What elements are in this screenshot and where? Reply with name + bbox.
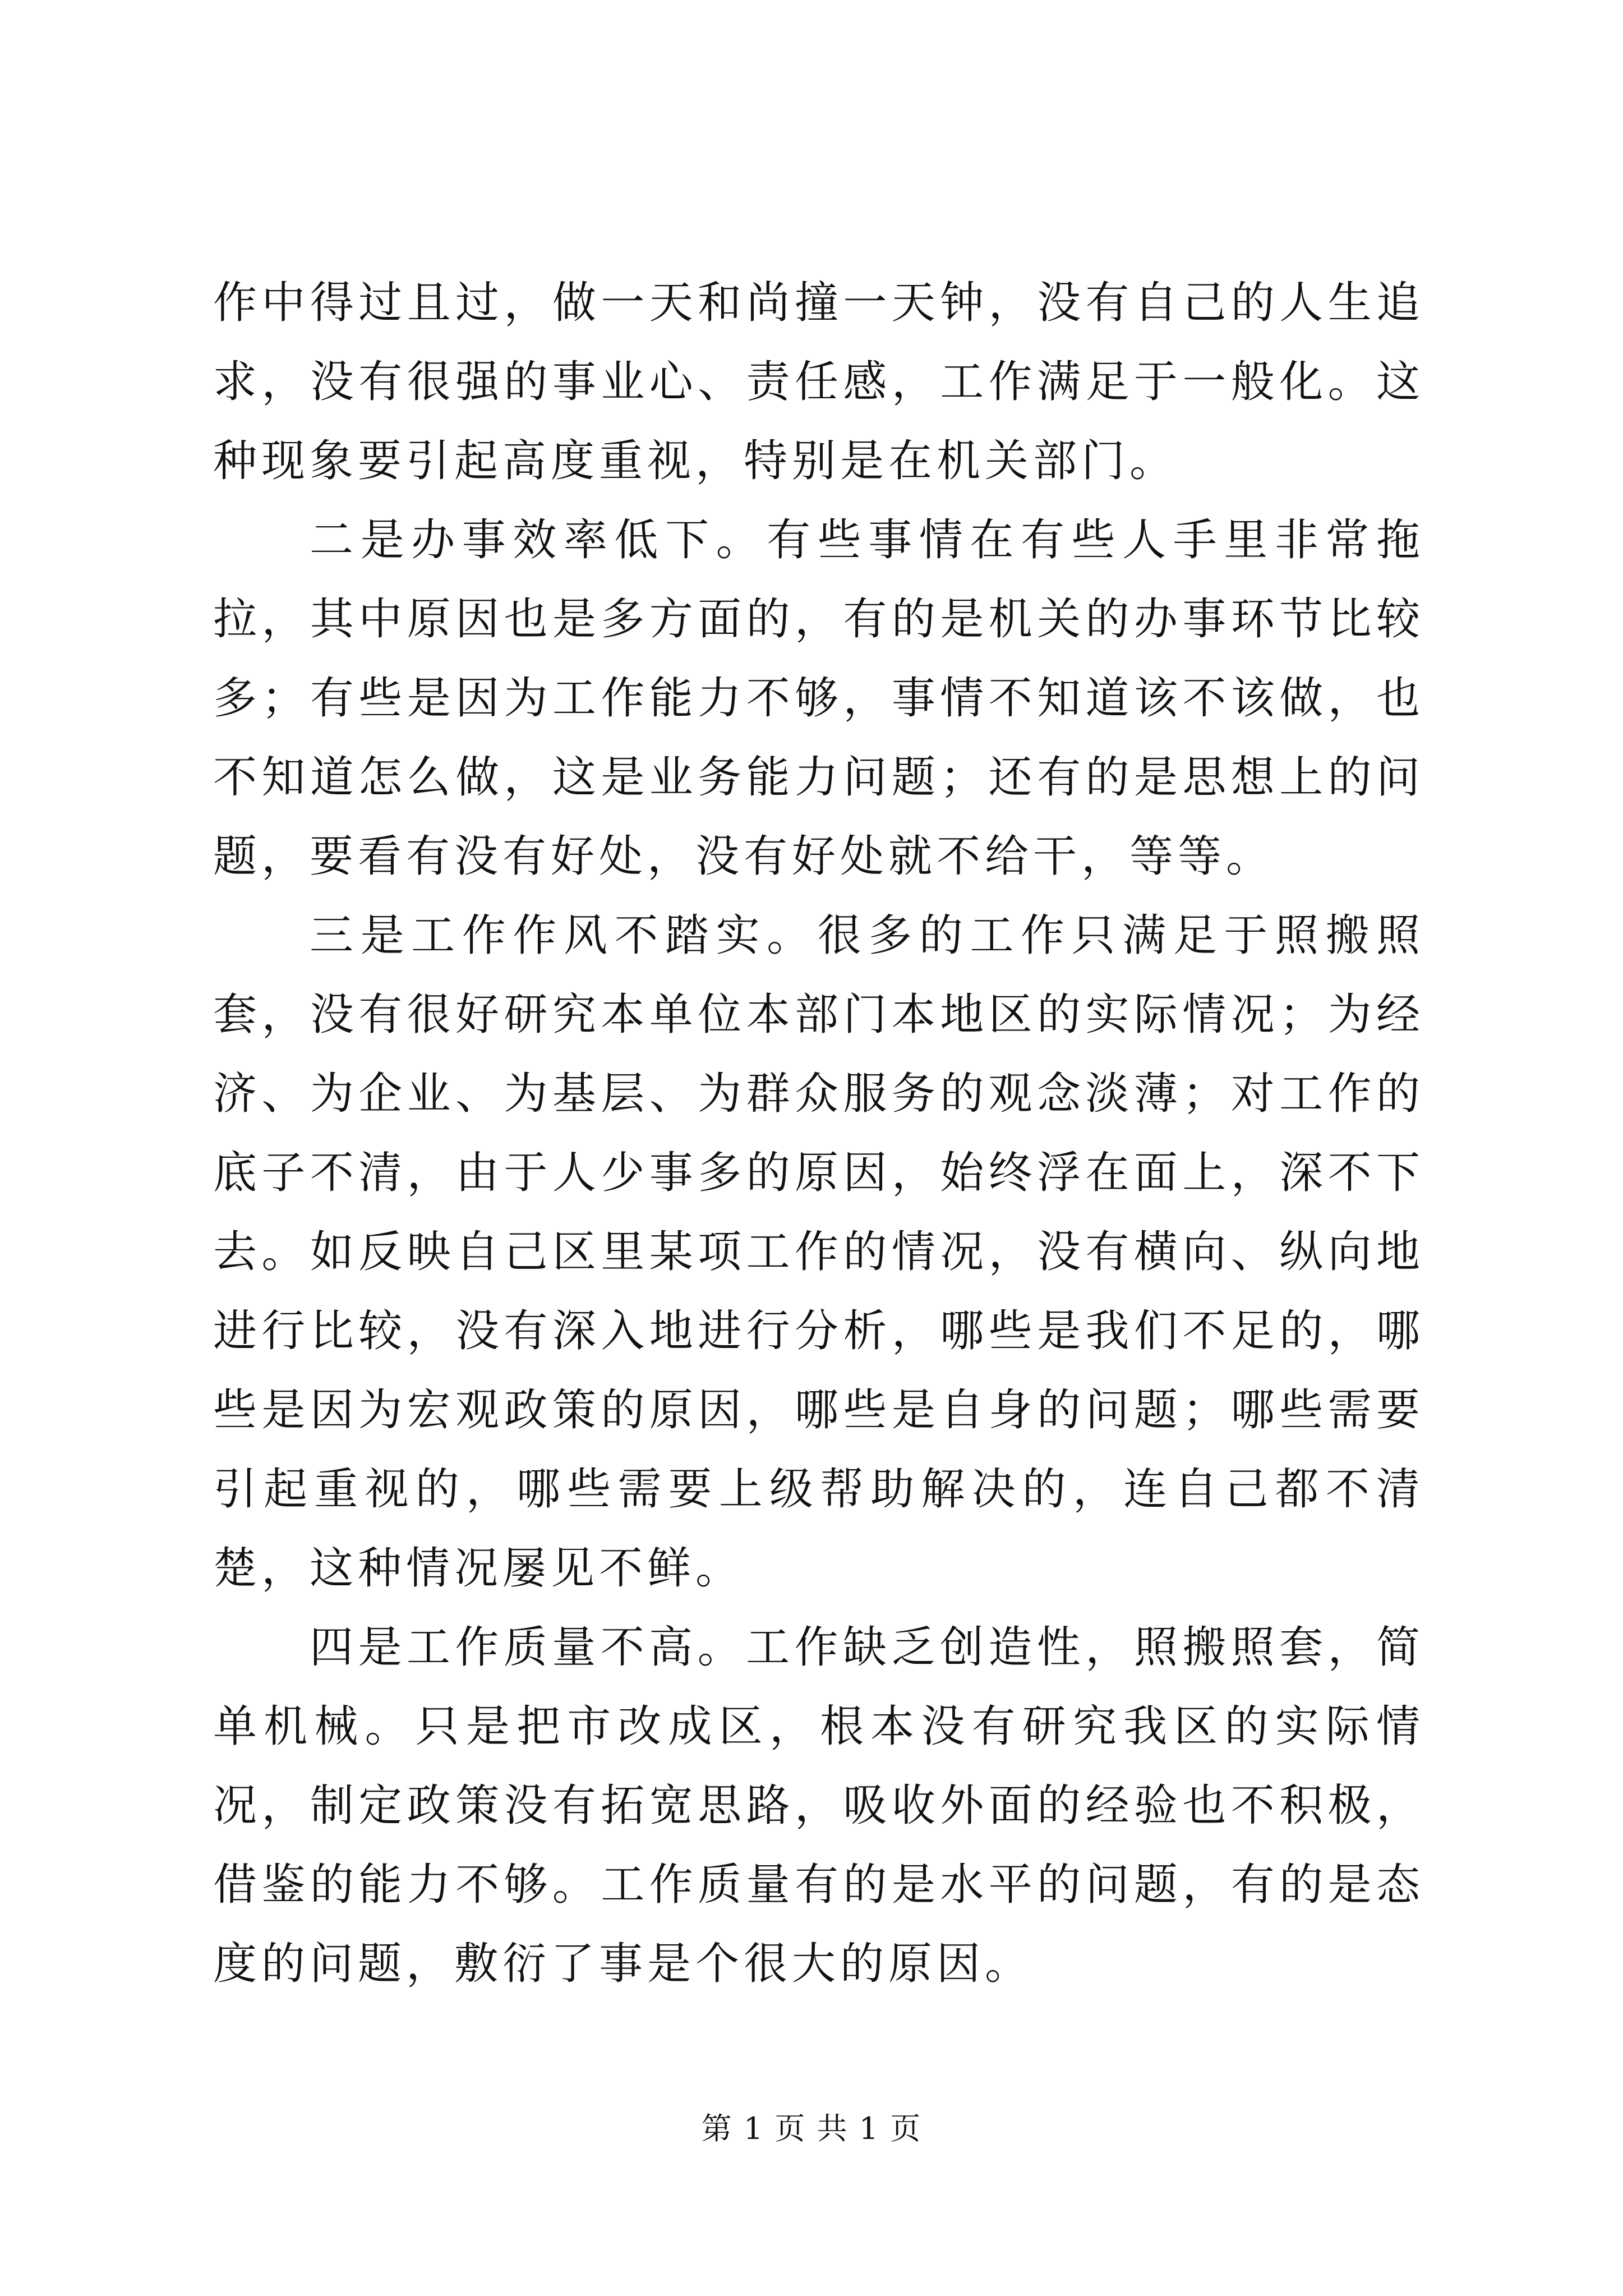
paragraph-continuation: 作中得过且过，做一天和尚撞一天钟，没有自己的人生追求，没有很强的事业心、责任感，工作满足于一般化。这种现象要引起高度重视，特别是在机关部门。 <box>213 278 1424 486</box>
document-body <box>213 264 1424 2004</box>
paragraph-point-two: 二是办事效率低下。有些事情在有些人手里非常拖拉，其中原因也是多方面的，有的是机关的办事环节比较多；有些是因为工作能力不够，事情不知道该不该做，也不知道怎么做，这是业务能力问题；还有的是思想上的问题，要看有没有好处，没有好处就不给干，等等。 <box>213 515 1424 882</box>
paragraph-point-four: 四是工作质量不高。工作缺乏创造性，照搬照套，简单机械。只是把市改成区，根本没有研究我区的实际情况，制定政策没有拓宽思路，吸收外面的经验也不积极，借鉴的能力不够。工作质量有的是水平的问题，有的是态度的问题，敷衍了事是个很大的原因。 <box>213 1622 1424 1989</box>
paragraph-point-three: 三是工作作风不踏实。很多的工作只满足于照搬照套，没有很好研究本单位本部门本地区的实际情况；为经济、为企业、为基层、为群众服务的观念淡薄；对工作的底子不清，由于人少事多的原因，始终浮在面上，深不下去。如反映自己区里某项工作的情况，没有横向、纵向地进行比较，没有深入地进行分析，哪些是我们不足的，哪些是因为宏观政策的原因，哪些是自身的问题；哪些需要引起重视的，哪些需要上级帮助解决的，连自己都不清楚，这种情况屡见不鲜。 <box>213 910 1424 1594</box>
page-number-footer: 第 1 页 共 1 页 <box>701 2111 922 2146</box>
